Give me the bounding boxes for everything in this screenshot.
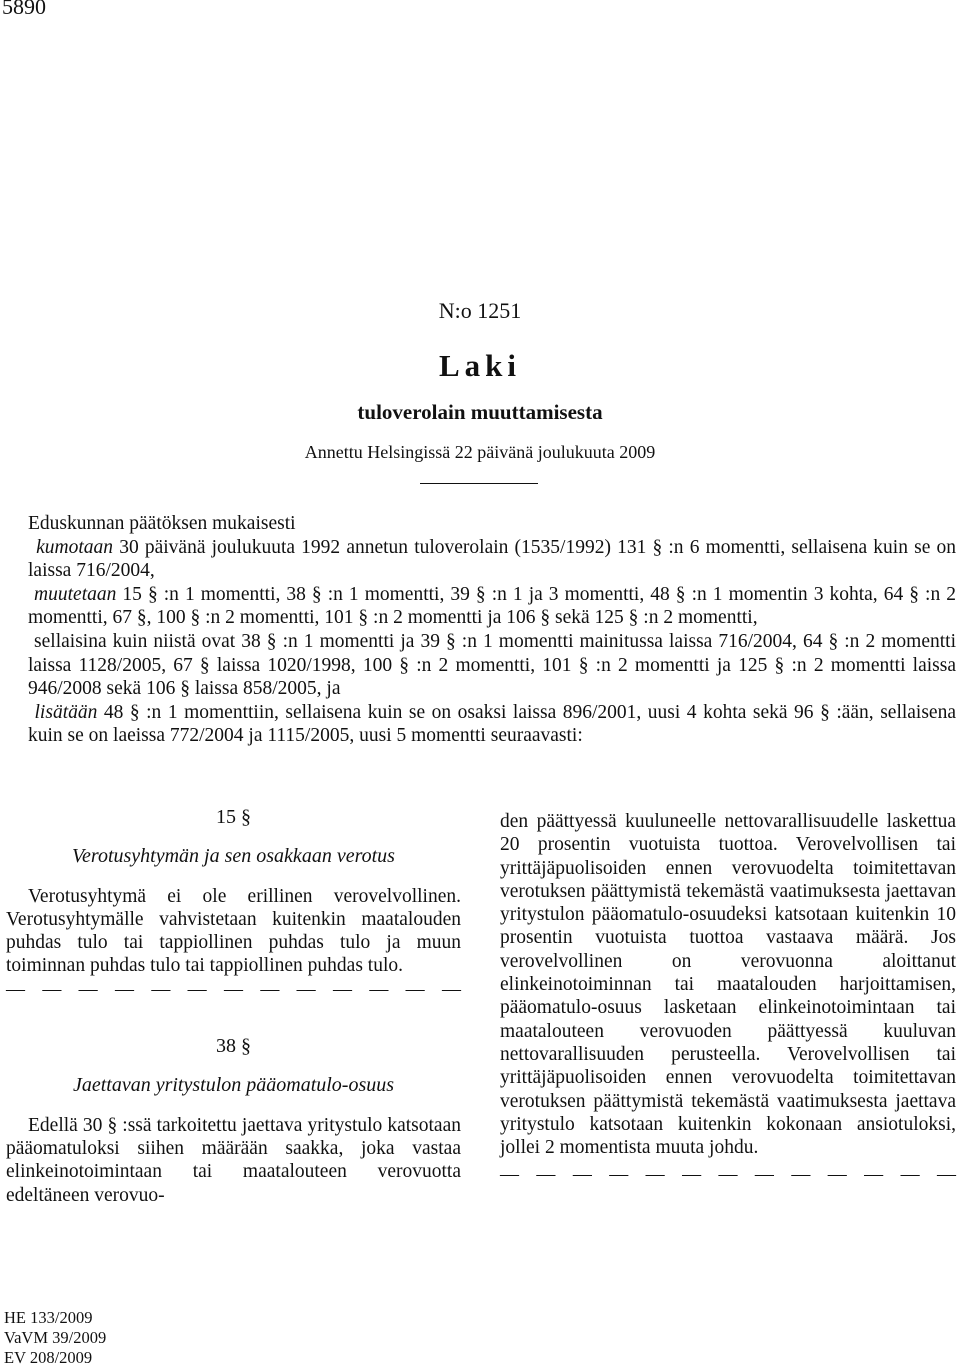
preamble-intro: Eduskunnan päätöksen mukaisesti <box>28 513 296 534</box>
preamble-amend <box>28 583 956 630</box>
section-15-text: Verotusyhtymä ei ole erillinen verovelvollinen. Verotusyhtymälle vahvistetaan kuitenkin maatalouden puhdas tulo tai tappiollinen puhdas tulo ja muun toiminnan puhdas tulo tai tappiollinen puhdas tulo. <box>6 885 461 977</box>
amend-verb: muutetaan <box>34 583 117 605</box>
preamble-add <box>28 701 956 748</box>
repeal-text: 30 päivänä joulukuuta 1992 annetun tuloverolain (1535/1992) 131 § :n 6 momentti, sellaisena kuin se on laissa 716/2004, <box>28 536 957 582</box>
as-text: sellaisina kuin niistä ovat 38 § :n 1 momentti ja 39 § :n 1 momentti mainitussa laissa 716/2004, 64 § :n 2 momentti laissa 1128/2005, 67 § laissa 1020/1998, 100 § :n 2 momentti, 101 § :n 2 momentti ja 125 § :n 2 momentti laissa 946/2008 sekä 106 § laissa 858/2005, ja <box>28 630 956 700</box>
law-title: Laki <box>438 348 522 383</box>
given-date-line: Annettu Helsingissä 22 päivänä joulukuuta 2009 <box>304 442 656 462</box>
section-15-title: Verotusyhtymän ja sen osakkaan verotus <box>72 845 395 868</box>
section-15-heading: 15 § <box>216 806 251 828</box>
section-38-heading: 38 § <box>216 1035 251 1058</box>
title-divider <box>420 483 538 484</box>
repeal-verb: kumotaan <box>36 536 114 558</box>
section-38-title: Jaettavan yritystulon pääomatulo-osuus <box>72 1074 395 1097</box>
statute-number: N:o 1251 <box>438 298 522 323</box>
government-proposal-ref: HE 133/2009 <box>4 1308 93 1327</box>
preamble <box>28 512 956 748</box>
legislative-references <box>4 1308 106 1368</box>
parliament-reply-ref: EV 208/2009 <box>4 1348 93 1367</box>
page-number: 5890 <box>2 0 46 19</box>
left-column <box>6 806 461 1207</box>
add-text: 48 § :n 1 momenttiin, sellaisena kuin se on osaksi laissa 896/2001, uusi 4 kohta sekä 96 § :ään, sellaisena kuin se on laeissa 772/2004 ja 1115/2005, uusi 5 momentti seuraavasti: <box>28 701 956 747</box>
section-38-text-part1: Edellä 30 § :ssä tarkoitettu jaettava yritystulo katsotaan pääomatuloksi siihen määrään saakka, joka vastaa elinkeinotoimintaan tai maatalouteen verovuotta edeltäneen verovuo- <box>6 1114 461 1206</box>
add-verb: lisätään <box>34 701 98 723</box>
committee-report-ref: VaVM 39/2009 <box>4 1328 107 1347</box>
amend-text: 15 § :n 1 momentti, 38 § :n 1 momentti, 39 § :n 1 ja 3 momentti, 48 § :n 1 momentin 3 kohta, 64 § :n 2 momentti, 67 §, 100 § :n 2 momentti, 101 § :n 2 momentti ja 106 § sekä 125 § :n 2 momentti, <box>28 583 957 629</box>
preamble-as-amended <box>28 630 956 701</box>
section-38-text-part2: den päättyessä kuuluneelle nettovarallisuudelle laskettua 20 prosentin vuotuista tuottoa. Verovelvollisen tai yrittäjäpuolisoiden ennen verovuodelta toimitettavan verotuksen päättymistä tekemästä vaatimuksesta jaettavan yritystulon pääomatulo-osuudeksi katsotaan kuitenkin 10 prosentin vuotuista tuottoa vastaava määrä. Jos verovelvollinen on verovuonna aloittanut elinkeinotoiminnan tai maatalouden harjoittamisen, pääomatulo-osuus lasketaan elinkeinotoimintaan tai maatalouteen verovuoden päättyessä kuuluvan nettovarallisuuden perusteella. Verovelvollisen tai yrittäjäpuolisoiden ennen verovuodelta toimitettavan verotuksen päättymistä tekemästä vaatimuksesta jaettava yritystulo katsotaan kuitenkin kokonaan ansiotuloksi, jollei 2 momentista muuta johdu. <box>500 811 956 1159</box>
omission-marker-2: — — — — — — — — — — — — — <box>500 1164 956 1186</box>
omission-marker-1: — — — — — — — — — — — — — <box>6 978 461 1000</box>
law-subtitle: tuloverolain muuttamisesta <box>357 400 603 424</box>
right-column <box>500 810 956 1187</box>
preamble-repeal <box>28 536 956 583</box>
